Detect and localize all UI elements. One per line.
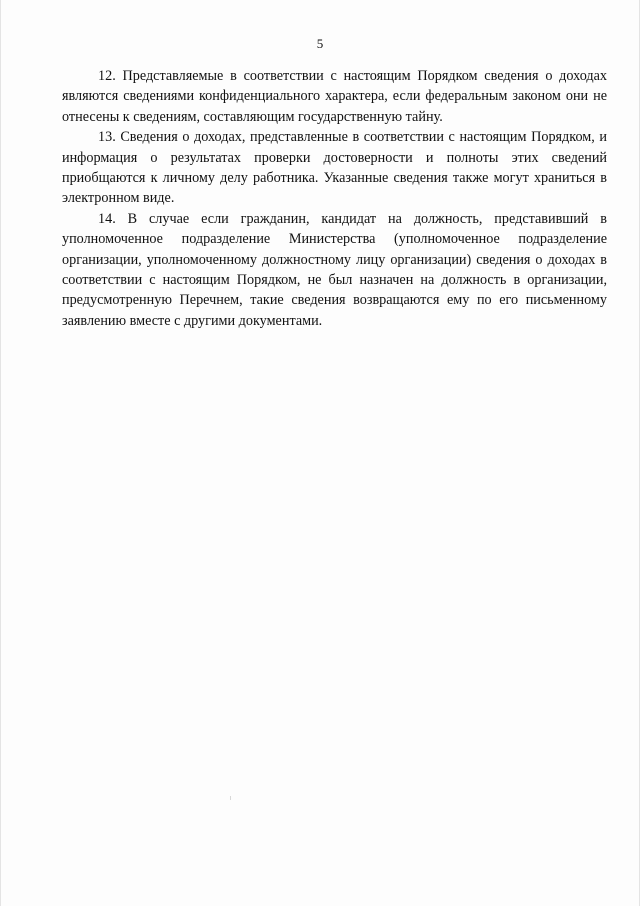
- document-body: [62, 66, 607, 331]
- page-number: 5: [316, 36, 324, 51]
- paragraph-14: 14. В случае если гражданин, кандидат на должность, представивший в уполномоченное подразделение Министерства (уполномоченное подразделение организации, уполномоченному должностному лицу организации) сведения о доходах в соответствии с настоящим Порядком, не был назначен на должность в организации, предусмотренную Перечнем, такие сведения возвращаются ему по его письменному заявлению вместе с другими документами.: [62, 210, 607, 329]
- paragraph-12: 12. Представляемые в соответствии с настоящим Порядком сведения о доходах являются сведениями конфиденциального характера, если федеральным законом они не отнесены к сведениям, составляющим государственную тайну.: [62, 68, 607, 125]
- scan-speck: [230, 796, 231, 800]
- paragraph-13: 13. Сведения о доходах, представленные в соответствии с настоящим Порядком, и информация о результатах проверки достоверности и полноты этих сведений приобщаются к личному делу работника. Указанные сведения также могут храниться в электронном виде.: [62, 129, 607, 207]
- scan-edge-left: [0, 0, 1, 906]
